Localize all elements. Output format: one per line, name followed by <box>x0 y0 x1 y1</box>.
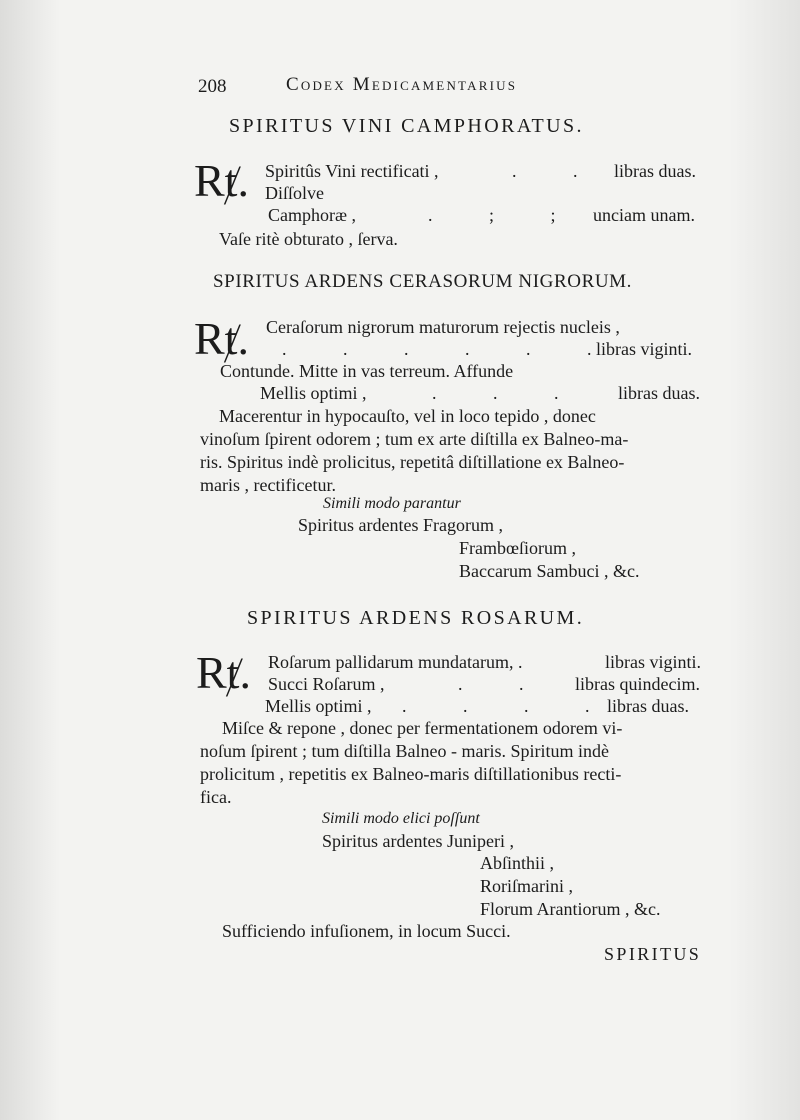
variant-line: Baccarum Sambuci , &c. <box>459 561 640 581</box>
leader-dots: . . <box>512 161 604 181</box>
ingredient-quantity: libras duas. <box>614 161 696 181</box>
leader-dots: . . . <box>432 383 585 403</box>
ingredient-quantity: libras viginti. <box>605 652 701 672</box>
instruction-line: Sufficiendo infuſionem, in locum Succi. <box>222 921 511 941</box>
text-line: vinoſum ſpirent odorem ; tum ex arte diſtilla ex Balneo-ma- <box>200 429 629 449</box>
ingredient-line: Mellis optimi , <box>265 696 372 716</box>
text-line: ris. Spiritus indè prolicitus, repetitâ diſtillatione ex Balneo- <box>200 452 625 472</box>
text-line: maris , rectificetur. <box>200 475 336 495</box>
similar-heading: Simili modo elici poſſunt <box>322 810 480 827</box>
variant-line: Abſinthii , <box>480 853 555 873</box>
leader-dots: . . . . . . <box>282 339 618 359</box>
instruction-line: Contunde. Mitte in vas terreum. Affunde <box>220 361 514 381</box>
ingredient-quantity: libras duas. <box>607 696 689 716</box>
ingredient-line: Camphoræ , <box>268 205 356 225</box>
text-line: Miſce & repone , donec per fermentationem odorem vi- <box>222 718 623 738</box>
ingredient-line: Roſarum pallidarum mundatarum, . <box>268 652 523 672</box>
ingredient-quantity: libras duas. <box>618 383 700 403</box>
text-line: fica. <box>200 787 232 807</box>
ingredient-quantity: libras viginti. <box>596 339 692 359</box>
text-line: prolicitum , repetitis ex Balneo-maris diſtillationibus recti- <box>200 764 622 784</box>
catchword: SPIRITUS <box>604 944 702 964</box>
recipe-title: SPIRITUS VINI CAMPHORATUS. <box>229 115 584 137</box>
page-gutter-shadow <box>0 0 60 1120</box>
text-line: Macerentur in hypocauſto, vel in loco tepido , donec <box>219 406 596 426</box>
leader-dots: . . . . <box>402 696 616 716</box>
ingredient-quantity: libras quindecim. <box>575 674 700 694</box>
recipe-symbol: Rⱦ. <box>196 647 251 698</box>
instruction-line: Diſſolve <box>265 183 324 203</box>
variant-line: Florum Arantiorum , &c. <box>480 899 661 919</box>
recipe-symbol: Rⱦ. <box>194 313 249 364</box>
variant-line: Spiritus ardentes Juniperi , <box>322 831 514 851</box>
recipe-title: SPIRITUS ARDENS ROSARUM. <box>247 607 585 629</box>
ingredient-quantity: unciam unam. <box>593 205 695 225</box>
running-title: Codex Medicamentarius <box>286 74 518 95</box>
ingredient-line: Mellis optimi , <box>260 383 367 403</box>
page-number: 208 <box>198 76 227 97</box>
variant-line: Spiritus ardentes Fragorum , <box>298 515 503 535</box>
similar-heading: Simili modo parantur <box>323 495 461 512</box>
variant-line: Frambœſiorum , <box>459 538 576 558</box>
recipe-title: SPIRITUS ARDENS CERASORUM NIGRORUM. <box>213 271 633 292</box>
instruction-line: Vaſe ritè obturato , ſerva. <box>219 229 398 249</box>
leader-dots: . ; ; <box>428 205 582 225</box>
ingredient-line: Spiritûs Vini rectificati , <box>265 161 439 181</box>
page-edge-shadow <box>730 0 800 1120</box>
recipe-symbol: Rⱦ. <box>194 155 249 206</box>
ingredient-line: Succi Roſarum , <box>268 674 385 694</box>
leader-dots: . . <box>458 674 550 694</box>
text-line: noſum ſpirent ; tum diſtilla Balneo - maris. Spiritum indè <box>200 741 609 761</box>
ingredient-line: Ceraſorum nigrorum maturorum rejectis nucleis , <box>266 317 620 337</box>
variant-line: Roriſmarini , <box>480 876 573 896</box>
